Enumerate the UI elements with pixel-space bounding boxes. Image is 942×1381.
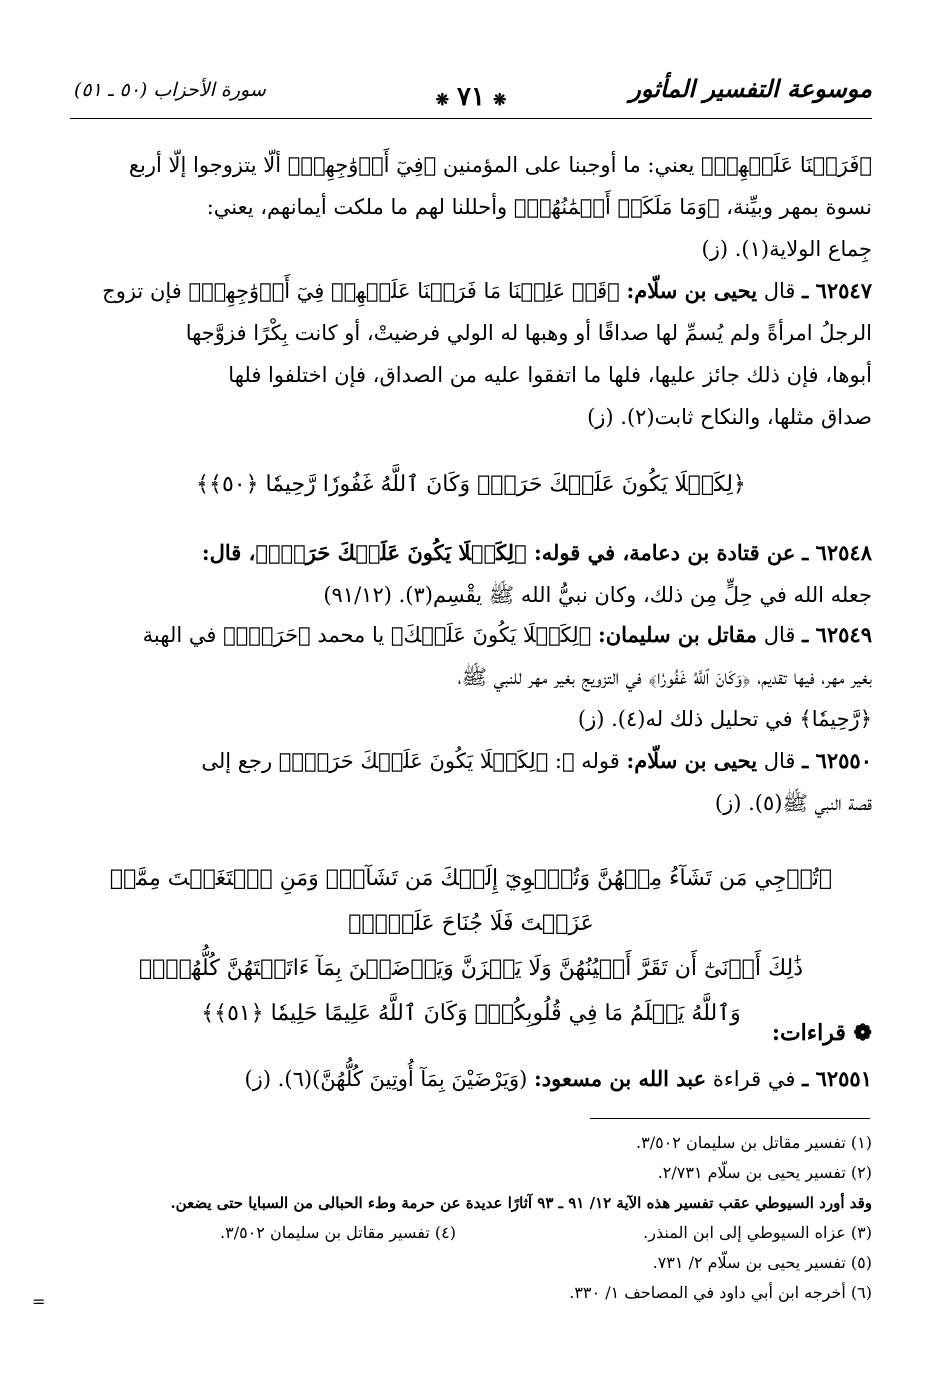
footnote-4: (٤) تفسير مقاتل بن سليمان ٣/٥٠٢. xyxy=(220,1223,456,1242)
athar-62550 xyxy=(70,740,872,824)
text-line xyxy=(70,532,872,574)
footnote-6: (٦) أخرجه ابن أبي داود في المصاحف ١/ ٣٣٠. xyxy=(569,1283,872,1302)
athar-number: ٦٢٥٤٨ ـ xyxy=(802,540,872,565)
footnote-2: (٢) تفسير يحيى بن سلّام ٢/٧٣١. xyxy=(657,1163,872,1182)
paragraph-continuation xyxy=(70,144,872,270)
text-line xyxy=(70,1058,872,1100)
narrator-name: عبد الله بن مسعود: xyxy=(534,1066,707,1091)
text-line: بغير مهر، فيها تقديم، ﴿وَكَانَ ٱللَّهُ غَفُورٗا﴾ في التزويج بغير مهر للنبي ﷺ، xyxy=(457,665,872,689)
intro-text: قال xyxy=(763,623,796,647)
margin-mark: = xyxy=(32,1292,46,1311)
text-segment: (وَيَرْضَيْنَ بِمَآ أُوتِينَ كُلُّهُنَّ)(٦). (ز) xyxy=(244,1067,528,1091)
intro-text: قال xyxy=(763,279,796,303)
athar-number: ٦٢٥٤٧ ـ xyxy=(802,278,872,303)
header-divider xyxy=(70,118,872,119)
footnote-1: (١) تفسير مقاتل بن سليمان ٣/٥٠٢. xyxy=(636,1133,872,1152)
text-line: جِماع الولاية(١). (ز) xyxy=(701,237,872,261)
athar-number: ٦٢٥٤٩ ـ xyxy=(802,622,872,647)
text-line: صداق مثلها، والنكاح ثابت(٢). (ز) xyxy=(587,405,872,429)
athar-62547 xyxy=(70,270,872,438)
athar-62551 xyxy=(70,1058,872,1100)
text-segment: ﴿لِكَيۡلَا يَكُونَ عَلَيۡكَ﴾ يا محمد ﴿حَرَجٞۗ﴾ في الهبة xyxy=(142,623,592,647)
footnote-note: وقد أورد السيوطي عقب تفسير هذه الآية ١٢/ ٩١ ـ ٩٣ آثارًا عديدة عن حرمة وطء الحبالى من السبايا حتى يضعن. xyxy=(170,1194,872,1212)
narrator-name: مقاتل بن سليمان: xyxy=(597,622,758,647)
footnote-row xyxy=(70,1218,872,1248)
text-line: الرجلُ امرأةً ولم يُسمِّ لها صداقًا أو وهبها له الولي فرضيتْ، أو كانت بِكْرًا فزوَّجها xyxy=(185,321,872,345)
athar-62549 xyxy=(70,614,872,740)
footnotes xyxy=(70,1128,872,1308)
book-title: موسوعة التفسير المأثور xyxy=(629,74,872,103)
text-line: ﴿فَرَضۡنَا عَلَيۡهِمۡ﴾ يعني: ما أوجبنا على المؤمنين ﴿فِيٓ أَزۡوَٰجِهِمۡ﴾ ألّا يتزوجوا إلّا أربع xyxy=(128,153,872,177)
text-line: نسوة بمهر وبيِّنة، ﴿وَمَا مَلَكَتۡ أَيۡمَٰنُهُمۡ﴾ وأحللنا لهم ما ملكت أيمانهم، يعني: xyxy=(206,195,872,219)
narrator-name: يحيى بن سلّام: xyxy=(626,748,758,773)
page-number: ٧١ xyxy=(457,82,485,112)
surah-reference: سورة الأحزاب (٥٠ ـ ٥١) xyxy=(74,79,266,101)
ornament-icon: ❋ xyxy=(492,90,507,109)
verse-line: ذَٰلِكَ أَدۡنَىٰٓ أَن تَقَرَّ أَعۡيُنُهُنَّ وَلَا يَحۡزَنَّ وَيَرۡضَيۡنَ بِمَآ ءَاتَيۡتَهُنَّ كُلُّهُنَّۚ xyxy=(138,956,804,981)
verse-line: ﴿تُرۡجِي مَن تَشَآءُ مِنۡهُنَّ وَتُـٔۡوِيٓ إِلَيۡكَ مَن تَشَآءُۖ وَمَنِ ٱبۡتَغَيۡتَ مِمَّنۡ عَزَلۡتَ فَلَا جُنَاحَ عَلَيۡكَۚ xyxy=(109,866,833,936)
text-segment: عن قتادة بن دعامة، في قوله: ﴿لِكَيۡلَا يَكُونَ عَلَيۡكَ حَرَجٞۗ﴾، قال: xyxy=(201,540,796,565)
section-title-readings: ❁ قراءات: xyxy=(771,1020,872,1046)
ornament-icon: ❋ xyxy=(435,90,450,109)
text-segment: قوله ﷻ: ﴿لِكَيۡلَا يَكُونَ عَلَيۡكَ حَرَجٞۗ﴾ رجع إلى xyxy=(201,749,620,773)
text-line: ﴿رَّحِيمٗا﴾ في تحليل ذلك له(٤). (ز) xyxy=(577,707,872,731)
text-segment: ﴿قَدۡ عَلِمۡنَا مَا فَرَضۡنَا عَلَيۡهِمۡ فِيٓ أَزۡوَٰجِهِمۡ﴾ فإن تزوج xyxy=(102,279,620,303)
footnote-3: (٣) عزاه السيوطي إلى ابن المنذر. xyxy=(643,1223,872,1242)
athar-number: ٦٢٥٥١ ـ xyxy=(802,1066,872,1091)
text-segment: في قراءة xyxy=(712,1067,796,1091)
intro-text: قال xyxy=(763,749,796,773)
text-line xyxy=(70,740,872,782)
athar-62548 xyxy=(70,532,872,616)
text-line xyxy=(70,270,872,312)
quran-verse-50: ﴿لِكَيۡلَا يَكُونَ عَلَيۡكَ حَرَجٞۗ وَكَانَ ٱللَّهُ غَفُورٗا رَّحِيمٗا ﴿٥٠﴾﴾ xyxy=(196,472,746,497)
narrator-name: يحيى بن سلّام: xyxy=(626,278,758,303)
text-line xyxy=(70,614,872,656)
quran-verse-51 xyxy=(80,856,862,1036)
verse-line: وَٱللَّهُ يَعۡلَمُ مَا فِي قُلُوبِكُمۡۚ وَكَانَ ٱللَّهُ عَلِيمًا حَلِيمٗا ﴿٥١﴾﴾ xyxy=(201,1001,741,1026)
athar-number: ٦٢٥٥٠ ـ xyxy=(802,748,872,773)
footnote-5: (٥) تفسير يحيى بن سلّام ٢/ ٧٣١. xyxy=(652,1253,872,1272)
text-line: جعله الله في حِلٍّ مِن ذلك، وكان نبيُّ الله ﷺ يقْسِم(٣). (٩١/١٢) xyxy=(323,583,872,607)
text-line: أبوها، فإن ذلك جائز عليها، فلها ما اتفقوا عليه من الصداق، فإن اختلفوا فلها xyxy=(228,363,872,387)
text-line: قصة النبي ﷺ(٥). (ز) xyxy=(714,791,872,815)
footnote-divider xyxy=(590,1118,870,1119)
